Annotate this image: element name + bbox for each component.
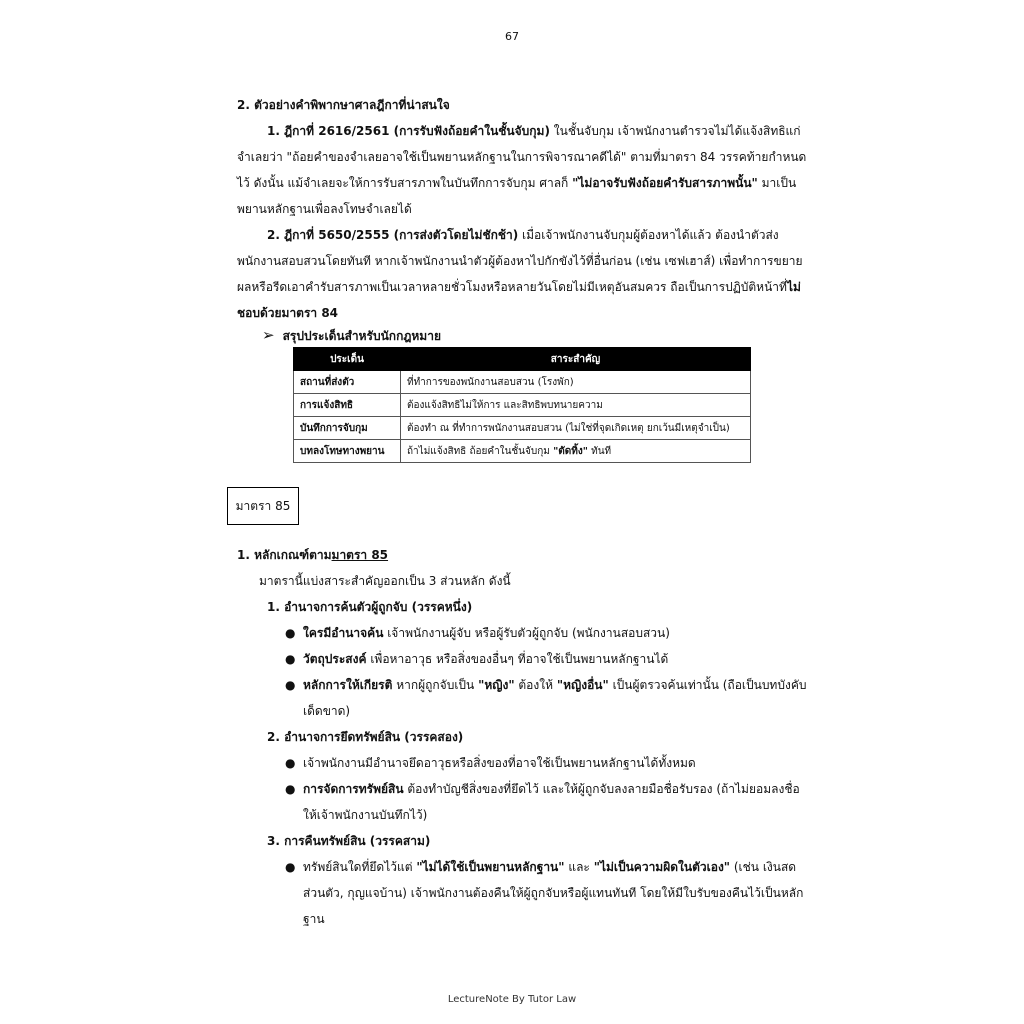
- bullet-text: ทรัพย์สินใดที่ยึดไว้แต่: [303, 860, 417, 874]
- detail-cell: [401, 440, 751, 463]
- issue-cell: สถานที่ส่งตัว: [294, 371, 401, 394]
- section-2: [237, 92, 809, 326]
- bullet-bold: "ไม่เป็นความผิดในตัวเอง": [593, 860, 731, 874]
- list-item: [237, 750, 812, 776]
- bullet-text: (เช่น เงินสดส่วนตัว, กุญแจบ้าน) เจ้าพนักงานต้องคืนให้ผู้ถูกจับหรือผู้แทนทันที โดยให้มีใบรับของคืนไว้เป็นหลักฐาน: [303, 860, 804, 926]
- summary-heading: [262, 322, 441, 349]
- arrow-icon: ➢: [262, 326, 275, 344]
- table-row: [294, 440, 751, 463]
- case-2-emphasis: ไม่ชอบด้วยมาตรา 84: [237, 280, 801, 320]
- table-row: [294, 394, 751, 417]
- bullet-icon: ●: [285, 652, 296, 666]
- detail-emphasis: "ตัดทิ้ง": [553, 445, 588, 457]
- bullet-bold: การจัดการทรัพย์สิน: [303, 782, 404, 796]
- detail-text-end: ทันที: [587, 445, 612, 457]
- footer: LectureNote By Tutor Law: [447, 994, 577, 1005]
- section-1-heading-text: 1. หลักเกณฑ์ตาม: [237, 548, 332, 562]
- list-item: [237, 776, 812, 828]
- bullet-bold: หลักการให้เกียรติ: [303, 678, 393, 692]
- case-1-text-end: มาเป็นพยานหลักฐานเพื่อลงโทษจำเลยได้: [237, 176, 797, 216]
- case-2-text: เมื่อเจ้าพนักงานจับกุมผู้ต้องหาได้แล้ว ต้องนำตัวส่งพนักงานสอบสวนโดยทันที หากเจ้าพนักงานนำตัวผู้ต้องหาไปกักขังไว้ที่อื่นก่อน (เช่น เซฟเฮาส์) เพื่อทำการขยายผลหรือรีดเอาคำรับสารภาพเป็นเวลาหลายชั่วโมงหรือหลายวันโดยไม่มีเหตุอันสมควร ถือเป็นการปฏิบัติหน้าที่: [237, 228, 803, 294]
- list-item: [237, 672, 812, 724]
- column-header-issue: ประเด็น: [294, 348, 401, 371]
- bullet-text: และ: [564, 860, 594, 874]
- case-1-paragraph: [237, 118, 809, 222]
- column-header-detail: สาระสำคัญ: [401, 348, 751, 371]
- detail-cell: [401, 394, 751, 417]
- section-1-intro: มาตรานี้แบ่งสาระสำคัญออกเป็น 3 ส่วนหลัก ดังนี้: [259, 574, 511, 588]
- bullet-text: หากผู้ถูกจับเป็น: [392, 678, 479, 692]
- summary-table: [293, 347, 751, 463]
- detail-text: ต้องทำ ณ ที่ทำการพนักงานสอบสวน (ไม่ใช่ที่จุดเกิดเหตุ ยกเว้นมีเหตุจำเป็น): [407, 422, 730, 434]
- issue-cell: การแจ้งสิทธิ: [294, 394, 401, 417]
- bullet-icon: ●: [285, 782, 296, 796]
- case-2-paragraph: [237, 222, 809, 326]
- bullet-text: เจ้าพนักงานมีอำนาจยึดอาวุธหรือสิ่งของที่อาจใช้เป็นพยานหลักฐานได้ทั้งหมด: [303, 756, 696, 770]
- detail-text: ต้องแจ้งสิทธิไม่ให้การ และสิทธิพบทนายความ: [407, 399, 603, 411]
- bullet-bold: "หญิง": [478, 678, 515, 692]
- list-item: [237, 854, 812, 932]
- detail-text: ที่ทำการของพนักงานสอบสวน (โรงพัก): [407, 376, 574, 388]
- bullet-bold: "ไม่ได้ใช้เป็นพยานหลักฐาน": [416, 860, 565, 874]
- bullet-text: เจ้าพนักงานผู้จับ หรือผู้รับตัวผู้ถูกจับ (พนักงานสอบสวน): [383, 626, 670, 640]
- table-row: [294, 417, 751, 440]
- list-item: [237, 646, 812, 672]
- issue-cell: บทลงโทษทางพยาน: [294, 440, 401, 463]
- summary-heading-text: สรุปประเด็นสำหรับนักกฎหมาย: [282, 329, 441, 343]
- section-1-heading: [237, 542, 812, 568]
- detail-text: ถ้าไม่แจ้งสิทธิ ถ้อยคำในชั้นจับกุม: [407, 445, 554, 457]
- issue-cell: บันทึกการจับกุม: [294, 417, 401, 440]
- bullet-icon: ●: [285, 756, 296, 770]
- case-2-title: 2. ฎีกาที่ 5650/2555 (การส่งตัวโดยไม่ชักช้า): [267, 228, 519, 242]
- bullet-icon: ●: [285, 678, 296, 692]
- bullet-text: ต้องทำบัญชีสิ่งของที่ยึดไว้ และให้ผู้ถูกจับลงลายมือชื่อรับรอง (ถ้าไม่ยอมลงชื่อให้เจ้าพนักงานบันทึกไว้): [303, 782, 800, 822]
- bullet-bold: ใครมีอำนาจค้น: [303, 626, 384, 640]
- part-3-title: 3. การคืนทรัพย์สิน (วรรคสาม): [267, 834, 431, 848]
- page-number: 67: [505, 30, 519, 43]
- case-1-title: 1. ฎีกาที่ 2616/2561 (การรับฟังถ้อยคำในชั้นจับกุม): [267, 124, 550, 138]
- bullet-text: เพื่อหาอาวุธ หรือสิ่งของอื่นๆ ที่อาจใช้เป็นพยานหลักฐานได้: [366, 652, 669, 666]
- case-1-text: ในชั้นจับกุม เจ้าพนักงานตำรวจไม่ได้แจ้งสิทธิแก่จำเลยว่า "ถ้อยคำของจำเลยอาจใช้เป็นพยานหลักฐานในการพิจารณาคดีได้" ตามที่มาตรา 84 วรรคท้ายกำหนดไว้ ดังนั้น แม้จำเลยจะให้การรับสารภาพในบันทึกการจับกุม ศาลก็: [237, 124, 807, 190]
- table-row: [294, 371, 751, 394]
- detail-cell: [401, 417, 751, 440]
- bullet-bold: วัตถุประสงค์: [303, 652, 367, 666]
- case-1-emphasis: "ไม่อาจรับฟังถ้อยคำรับสารภาพนั้น": [572, 176, 758, 190]
- part-1-title: 1. อำนาจการค้นตัวผู้ถูกจับ (วรรคหนึ่ง): [267, 600, 473, 614]
- bullet-icon: ●: [285, 860, 296, 874]
- section-label-box: มาตรา 85: [227, 487, 299, 525]
- bullet-icon: ●: [285, 626, 296, 640]
- bullet-bold: "หญิงอื่น": [556, 678, 609, 692]
- bullet-text: ต้องให้: [514, 678, 557, 692]
- table-header-row: [294, 348, 751, 371]
- section-1: [237, 542, 812, 932]
- detail-cell: [401, 371, 751, 394]
- part-2-title: 2. อำนาจการยึดทรัพย์สิน (วรรคสอง): [267, 730, 464, 744]
- section-2-heading: 2. ตัวอย่างคำพิพากษาศาลฎีกาที่น่าสนใจ: [237, 98, 450, 112]
- section-1-heading-underlined: มาตรา 85: [331, 548, 389, 562]
- list-item: [237, 620, 812, 646]
- bullet-text: เป็นผู้ตรวจค้นเท่านั้น (ถือเป็นบทบังคับเด็ดขาด): [303, 678, 807, 718]
